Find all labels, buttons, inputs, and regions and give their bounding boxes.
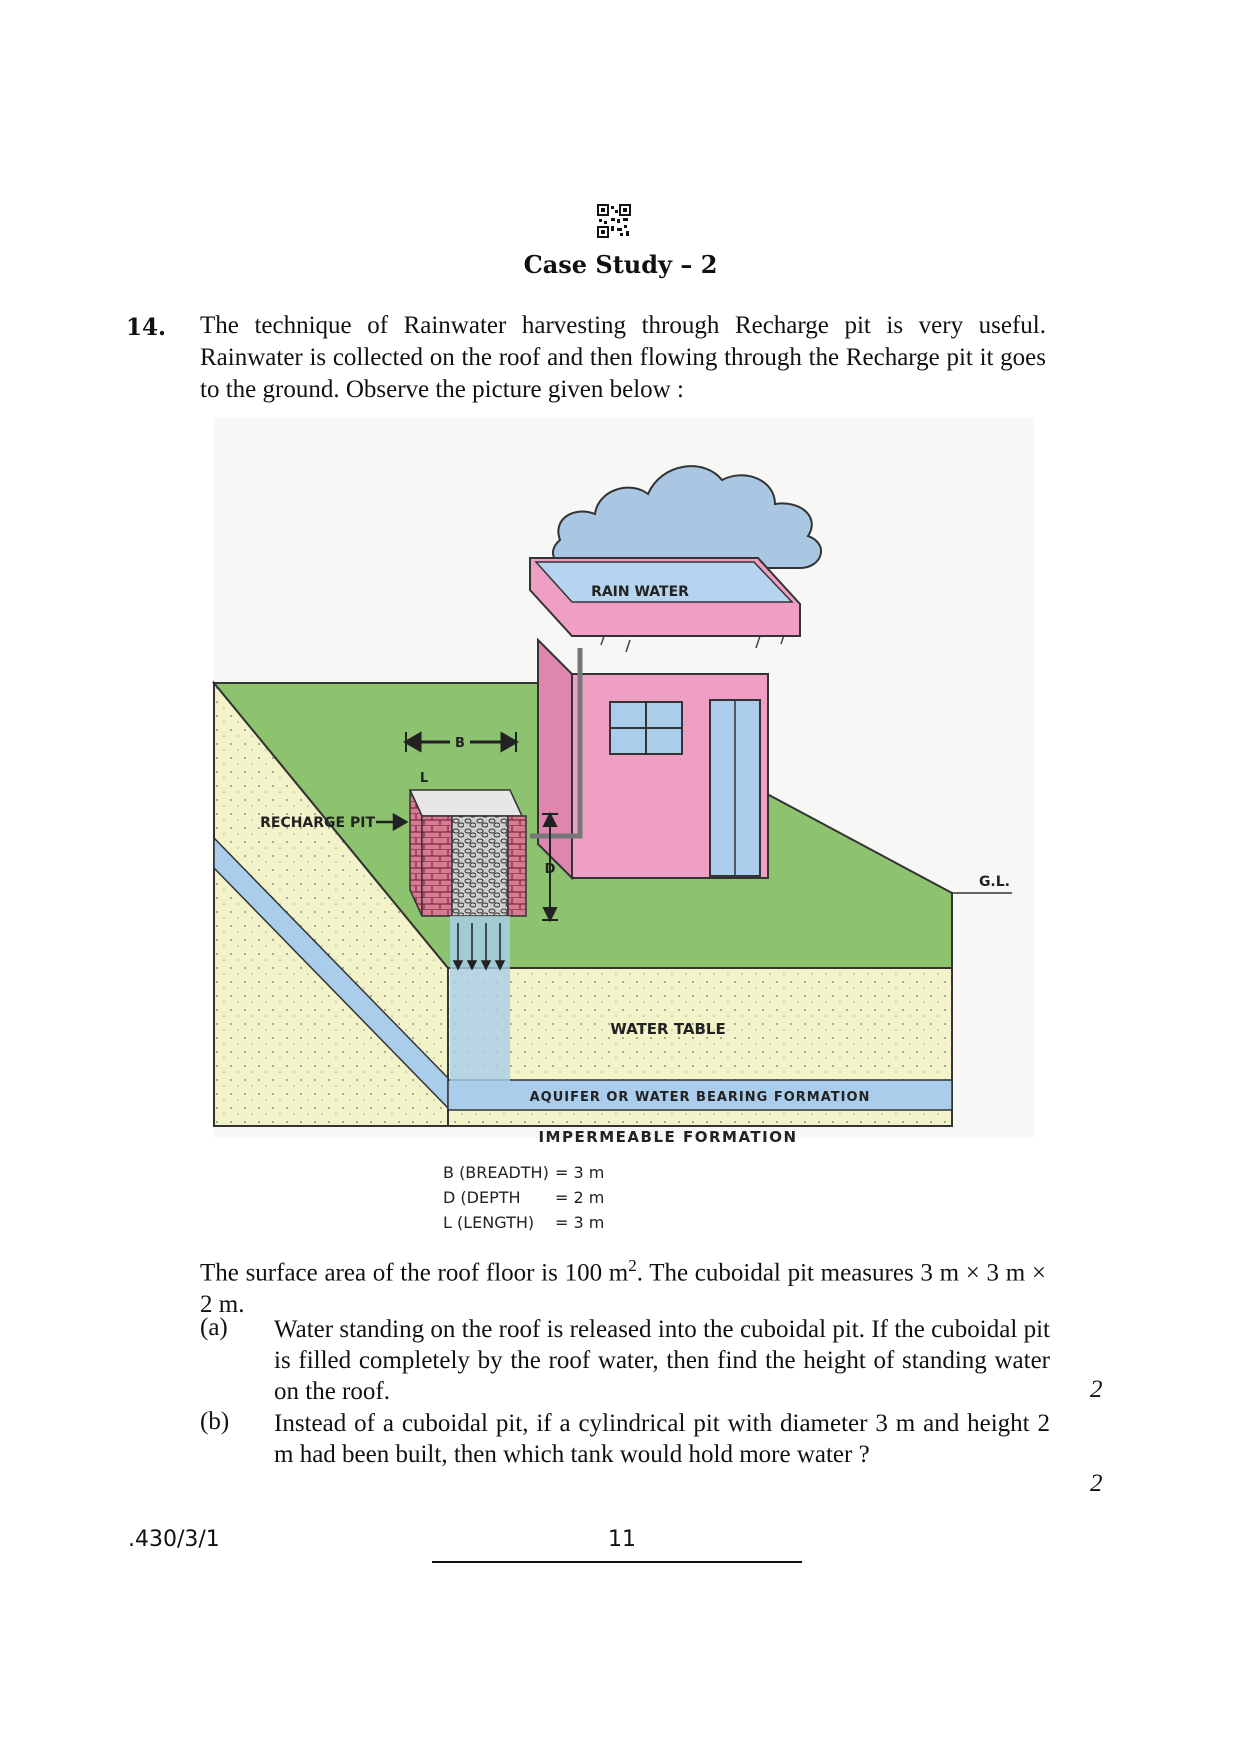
surface-area-statement: The surface area of the roof floor is 100 $m^2$. The cuboidal pit measures 3 m × 3 m × 2 m. xyxy=(200,1256,1046,1319)
label-breadth: B xyxy=(455,736,465,751)
legend-row: B (BREADTH) = 3 m xyxy=(443,1163,605,1182)
part-a-label: (a) xyxy=(200,1314,228,1341)
label-rain-water: RAIN WATER xyxy=(591,584,689,600)
label-water-table: WATER TABLE xyxy=(610,1020,726,1038)
footer-rule xyxy=(432,1561,802,1563)
label-depth: D xyxy=(544,862,556,877)
legend-row: D (DEPTH = 2 m xyxy=(443,1188,605,1207)
case-study-heading: Case Study – 2 xyxy=(523,250,718,279)
paper-code: .430/3/1 xyxy=(128,1527,220,1552)
dimension-legend xyxy=(443,1160,604,1235)
question-intro: The technique of Rainwater harvesting through Recharge pit is very useful. Rainwater is collected on the roof and then flowing through the Recharge pit it goes to the ground. Observe the picture given below : xyxy=(200,312,1046,403)
part-a-text: Water standing on the roof is released into the cuboidal pit. If the cuboidal pit is filled completely by the roof water, then find the height of standing water on the roof. xyxy=(274,1316,1050,1405)
part-b-text: Instead of a cuboidal pit, if a cylindrical pit with diameter 3 m and height 2 m had been built, then which tank would hold more water ? xyxy=(274,1410,1050,1468)
label-recharge-pit: RECHARGE PIT xyxy=(260,815,375,831)
qr-code-icon xyxy=(597,204,631,238)
question-number: 14. xyxy=(126,314,167,341)
house xyxy=(530,558,800,878)
page-number: 11 xyxy=(608,1527,636,1552)
part-b-label: (b) xyxy=(200,1408,230,1435)
legend-row: L (LENGTH) = 3 m xyxy=(443,1213,605,1232)
label-impermeable: IMPERMEABLE FORMATION xyxy=(538,1128,798,1146)
part-b-marks: 2 xyxy=(1090,1470,1103,1497)
label-aquifer: AQUIFER OR WATER BEARING FORMATION xyxy=(529,1090,871,1105)
part-a-marks: 2 xyxy=(1090,1376,1103,1403)
label-ground-level: G.L. xyxy=(978,874,1010,890)
label-length: L xyxy=(419,771,429,786)
rainwater-harvesting-figure xyxy=(200,418,1050,1158)
